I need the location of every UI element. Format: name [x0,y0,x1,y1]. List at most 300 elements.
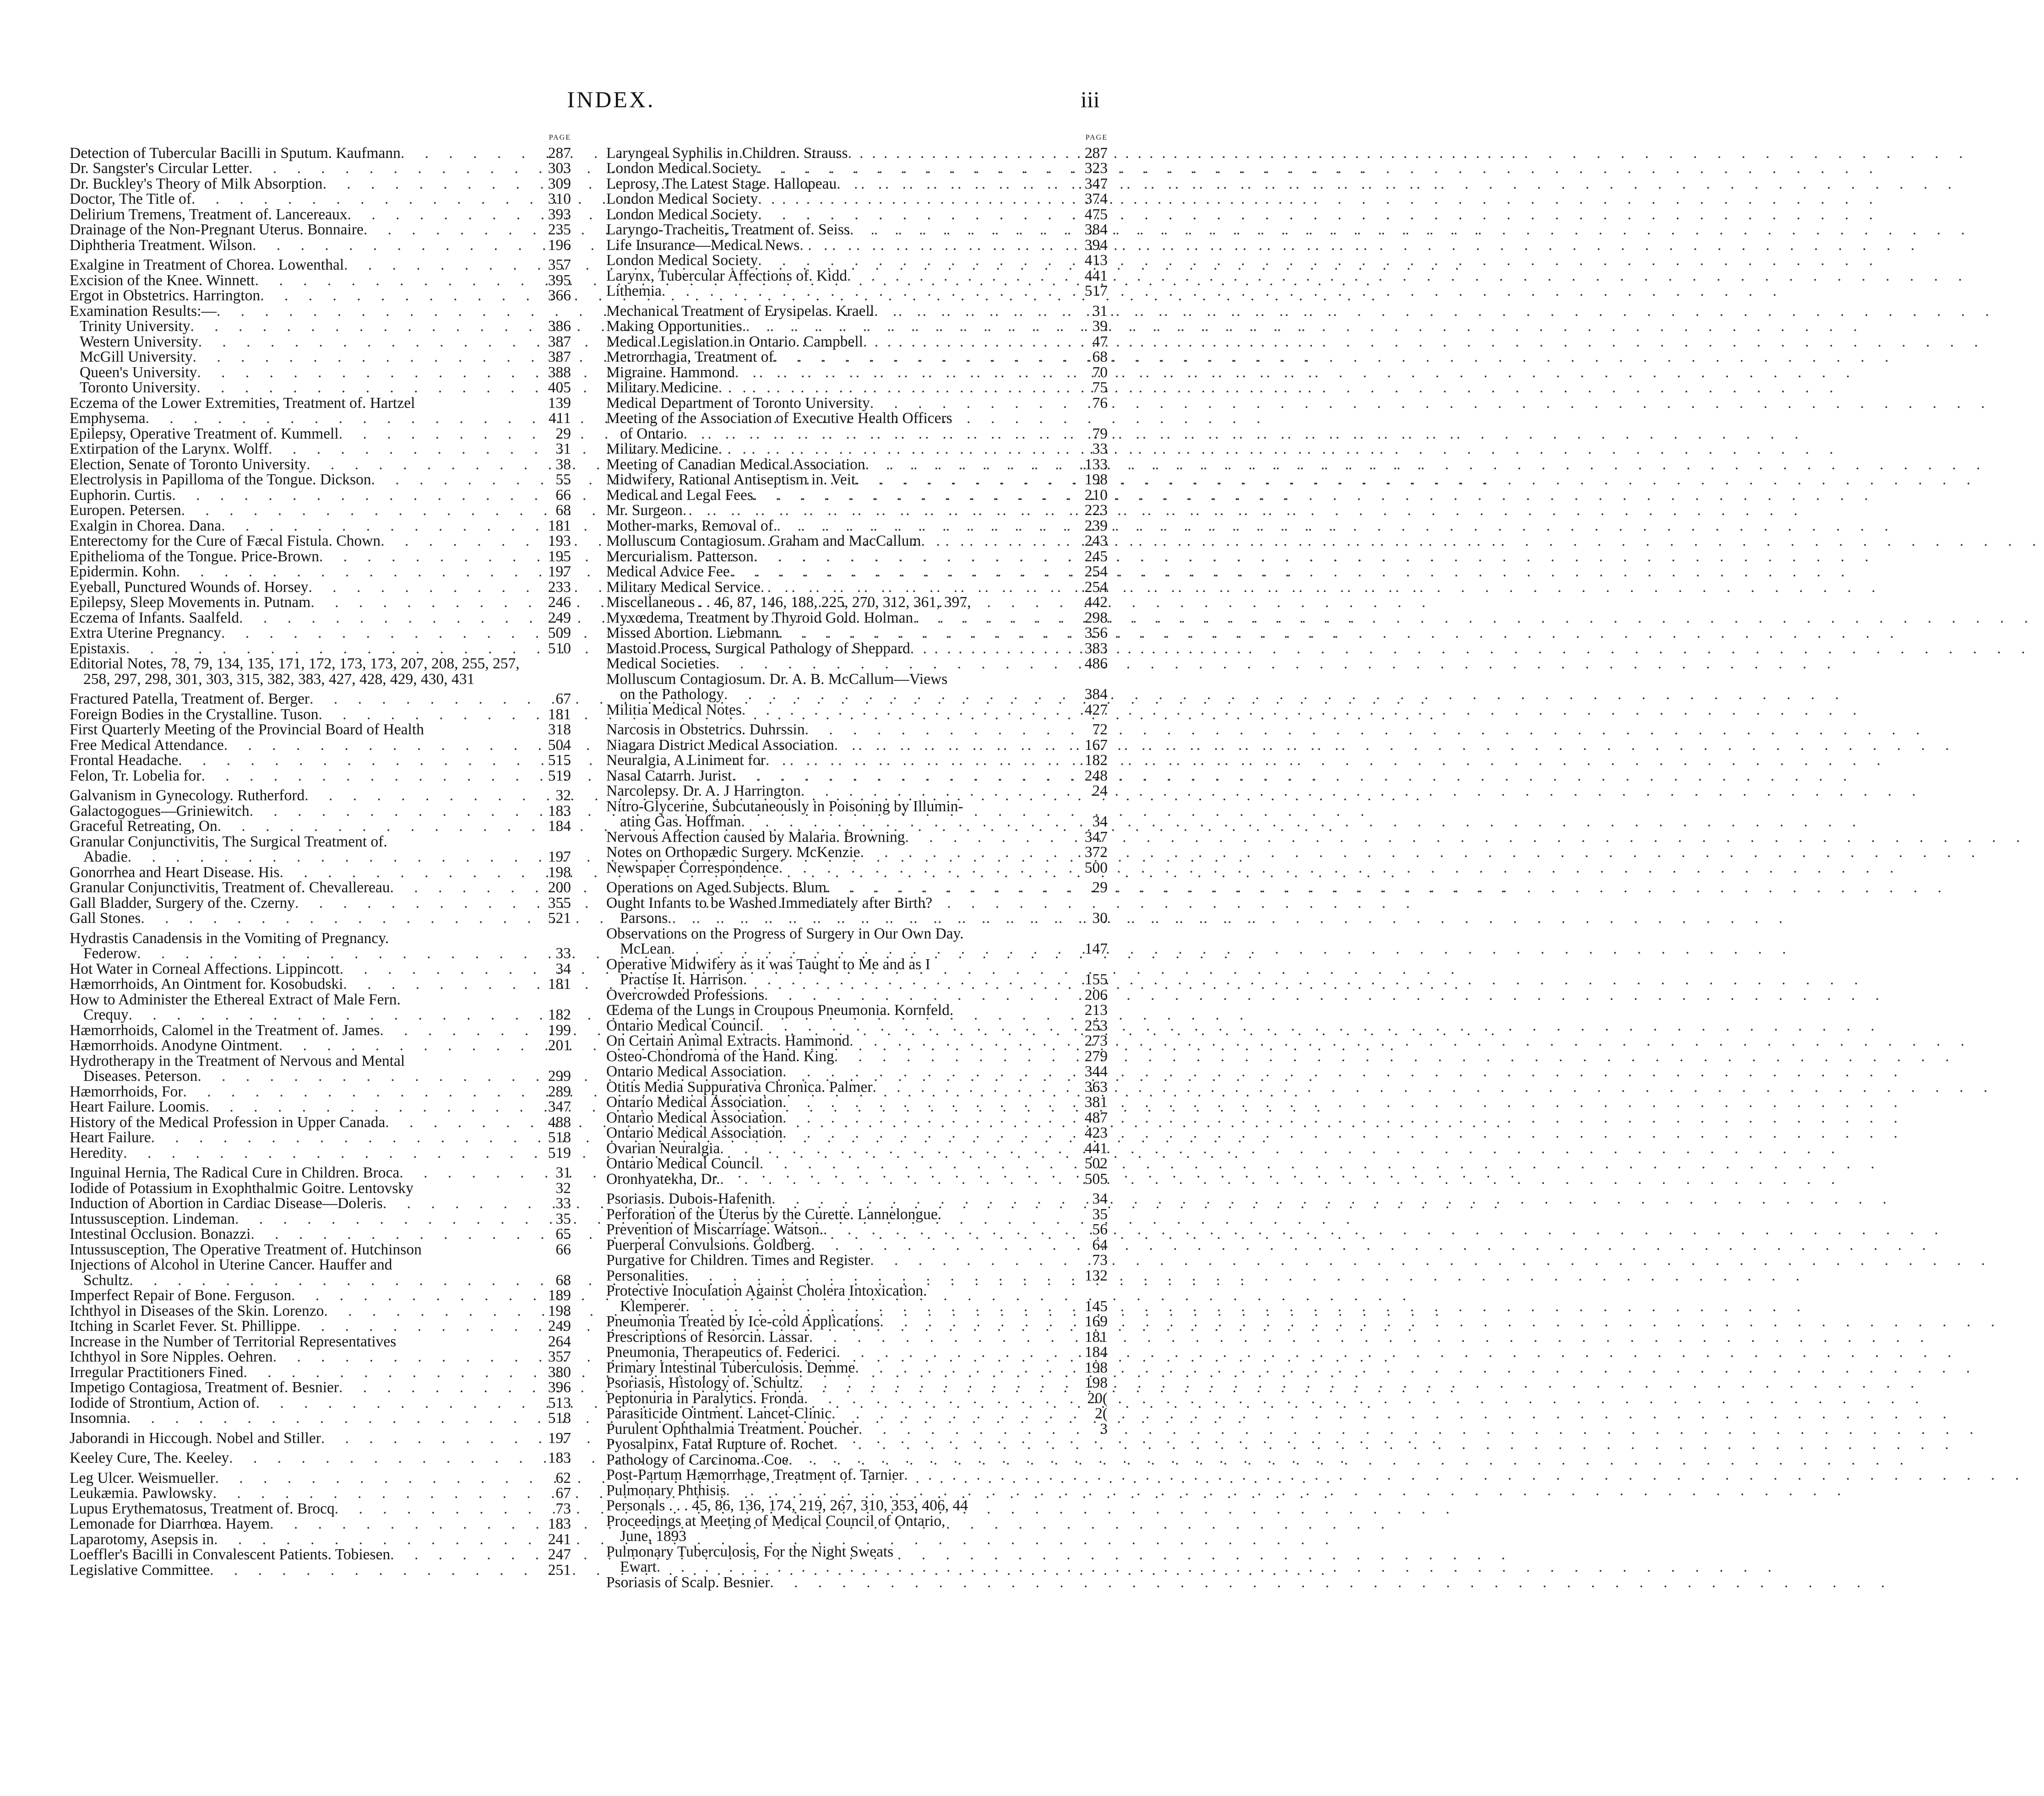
entry-page-number: 388 [548,364,571,381]
entry-title: Insomnia [70,1410,127,1427]
entry-page-number: 184 [1084,1344,1108,1361]
dot-leader [859,1422,1098,1437]
dot-leader [146,411,547,426]
index-entry [70,1431,571,1446]
entry-title: Felon, Tr. Lobelia for [70,767,201,784]
dot-leader [726,1483,1106,1498]
index-entry [606,988,1108,1003]
entry-title: McLean [620,940,671,957]
index-entry-continuation [606,1529,1108,1544]
entry-title: Neuralgia, A Liniment for [606,752,766,769]
dot-leader [860,845,1083,860]
page-header [0,86,1222,123]
entry-page-number: 193 [548,532,571,549]
index-entry [606,319,1108,334]
entry-page-number: 198 [1084,1374,1108,1391]
entry-page-number: 33 [555,945,571,962]
index-entry [70,288,571,304]
dot-leader [295,895,546,911]
dot-leader [214,1532,546,1547]
dot-leader [874,304,1090,319]
entry-page-number: 505 [1084,1170,1108,1188]
entry-title: Galvanism in Gynecology. Rutherford [70,787,305,804]
entry-title: Making Opportunities [606,318,742,335]
entry-title: Intestinal Occlusion. Bonazzi [70,1226,251,1243]
entry-page-number: 73 [1092,1252,1108,1269]
entry-page-number: 518 [548,1129,571,1146]
entry-title: Molluscum Contagiosum. Dr. A. B. McCallum—Views [606,670,948,688]
dot-leader [823,1222,1091,1237]
dot-leader [685,1299,1083,1314]
index-entry [606,1064,1108,1080]
index-entry [70,549,571,564]
entry-title: Emphysema [70,410,146,427]
entry-title: Myxœdema, Treatment by Thyroid Gold. Holman [606,609,913,626]
entry-title: Prescriptions of Resorcin. Lassar [606,1328,809,1346]
entry-title: Oronhyatekha, Dr. [606,1170,720,1188]
dot-leader [758,191,1083,207]
index-entry [606,672,1108,687]
index-entry [70,580,571,595]
dot-leader [801,783,1091,799]
entry-title: Frontal Headache [70,752,179,769]
index-entry [70,1181,571,1196]
index-entry [606,1360,1108,1376]
entry-page-number: 32 [555,787,571,804]
index-entry [606,1498,1108,1514]
entry-title: Epithelioma of the Tongue. Price-Brown [70,548,320,565]
dot-leader [671,941,1083,957]
index-entry [606,1003,1108,1018]
entry-page-number: 309 [548,175,571,192]
dot-leader [270,1516,546,1532]
entry-title: Delirium Tremens, Treatment of. Lancereaux [70,206,348,223]
index-entry [606,488,1108,503]
entry-title: Meeting of the Association of Executive Health Officers [606,410,952,427]
index-entry [606,411,1108,426]
dot-leader [662,283,1083,299]
dot-leader [657,1559,1106,1575]
entry-page-number: 395 [548,271,571,289]
entry-title: Narcolepsy. Dr. A. J Harrington [606,782,801,799]
entry-page-number: 405 [548,379,571,396]
dot-leader [250,1226,554,1242]
entry-title: Extra Uterine Pregnancy [70,624,222,641]
entry-title: Larynx, Tubercular Affections of. Kidd [606,267,847,284]
dot-leader [206,1099,546,1115]
entry-page-number: 24 [1092,782,1108,799]
index-entry [70,319,571,334]
entry-title: Parsons [620,910,668,927]
index-entry [70,1023,571,1038]
entry-title: Epilepsy, Operative Treatment of. Kummell [70,425,339,442]
entry-title: Klemperer [620,1297,686,1315]
entry-title: Granular Conjunctivitis, The Surgical Treatment of. [70,833,387,850]
entry-title: Impetigo Contagiosa, Treatment of. Besnier [70,1379,339,1396]
entry-title: Newspaper Correspondence [606,859,779,876]
entry-page-number: 279 [1084,1047,1108,1065]
entry-page-number: 181 [548,705,571,723]
entry-title: Operations on Aged Subjects. Blum [606,879,827,896]
entry-title: Parasiticide Ointment. Lancet-Clinic [606,1405,832,1422]
index-entry [606,222,1108,238]
dot-leader [215,1470,554,1486]
dot-leader [848,146,1083,161]
dot-leader [766,753,1083,768]
dot-leader [217,819,546,834]
entry-title: Gall Bladder, Surgery of the. Czerny [70,894,295,912]
index-entry [606,926,1108,942]
entry-page-number: 247 [548,1546,571,1563]
entry-title: Missed Abortion. Liebmann [606,624,779,641]
entry-page-number: 183 [548,1515,571,1532]
entry-title: Extirpation of the Larynx. Wolff [70,440,269,457]
index-entry-continuation [606,1299,1108,1314]
index-entry [70,304,571,319]
entry-title: Trinity University [80,318,190,335]
entry-page-number: 249 [548,609,571,626]
entry-page-number: 38 [555,456,571,473]
entry-title: Western University [80,333,198,350]
index-entry [606,625,1108,641]
entry-page-number: 199 [548,1021,571,1039]
entry-page-number: 70 [1092,364,1108,381]
index-entry [70,1288,571,1303]
entry-page-number: 347 [1084,175,1108,192]
entry-page-number: 34 [1092,813,1108,830]
entry-page-number: 55 [555,471,571,488]
entry-page-number: 287 [1084,144,1108,162]
entry-title: Ichthyol in Sore Nipples. Oehren [70,1348,273,1365]
dot-leader [385,1115,546,1130]
entry-page-number: 504 [548,736,571,754]
dot-leader [381,533,546,549]
dot-leader [753,488,1083,503]
dot-leader [127,1411,546,1426]
index-entry [70,1084,571,1100]
entry-page-number: 510 [548,640,571,657]
entry-page-number: 68 [1092,348,1108,365]
dot-leader [221,625,546,641]
dot-leader [834,1049,1083,1064]
entry-title: Pathology of Carcinoma. Coe [606,1451,789,1468]
entry-page-number: 72 [1092,721,1108,738]
dot-leader [291,1288,546,1303]
entry-page-number: 248 [1084,767,1108,784]
dot-leader [826,880,1090,895]
index-entry [606,1345,1108,1360]
index-entry [606,1033,1108,1049]
entry-title: Lupus Erythematosus, Treatment of. Brocq [70,1500,335,1517]
index-entry [70,1486,571,1501]
index-entry [606,1110,1108,1126]
entry-page-number: 441 [1084,267,1108,284]
entry-page-number: 181 [548,517,571,534]
dot-leader [340,961,554,977]
entry-page-number: 34 [555,960,571,977]
dot-leader [811,1237,1091,1253]
index-entry [70,176,571,192]
entry-page-number: 515 [548,752,571,769]
dot-leader [129,1007,546,1023]
entry-page-number: 189 [548,1287,571,1304]
entry-title: Election, Senate of Toronto University [70,456,307,473]
index-entry-continuation [606,687,1108,702]
dot-leader [718,441,1091,457]
dot-leader [720,1141,1082,1156]
entry-title: Hæmorrhoids, For [70,1083,183,1100]
entry-title: Personalities [606,1267,685,1284]
entry-page-number: 197 [548,563,571,580]
entry-title: Life Insurance—Medical News [606,236,800,254]
dot-leader [310,595,546,610]
entry-title: History of the Medical Profession in Upper Canada [70,1113,386,1131]
index-entry [70,426,571,442]
index-entry [606,334,1108,350]
entry-title: Hæmorrhoids, Calomel in the Treatment of. James [70,1021,380,1039]
index-entry [606,564,1108,580]
index-entry [606,580,1108,595]
index-entry [70,257,571,273]
entry-title: Gall Stones [70,910,141,927]
entry-title: Nitro-Glycerine, Subcutaneously in Poisoning by Illumin- [606,798,963,815]
index-entry [606,860,1108,876]
entry-title: Primary Intestinal Tuberculosis. Demme [606,1359,855,1376]
dot-leader [743,972,1083,988]
index-entry [70,533,571,549]
entry-title: Federow [83,945,137,962]
dot-leader [921,533,1083,549]
entry-page-number: 384 [1084,686,1108,703]
entry-page-number: 303 [548,160,571,177]
entry-page-number: 20( [1087,1389,1108,1407]
entry-page-number: 197 [548,1429,571,1447]
page-number: iii [1081,87,1100,112]
entry-title: on the Pathology [620,686,724,703]
index-entry [70,380,571,396]
entry-page-number: 318 [548,721,571,738]
index-entry [606,1483,1108,1498]
entry-title: Abadie [83,848,128,865]
entry-page-number: 182 [1084,752,1108,769]
dot-leader [685,1268,1083,1284]
dot-leader [668,911,1090,926]
dot-leader [217,304,569,319]
index-entry [70,1532,571,1547]
index-entry [70,1450,571,1466]
dot-leader [783,1110,1083,1126]
entry-title: Œdema of the Lungs in Croupous Pneumonia. Kornfeld. [606,1002,954,1019]
entry-page-number: 246 [548,594,571,611]
entry-page-number: 413 [1084,252,1108,269]
entry-title: Militia Medical Notes [606,701,742,718]
dot-leader [235,1211,554,1227]
index-entry-continuation [606,1559,1108,1575]
entry-title: How to Administer the Ethereal Extract of Male Fern. [70,991,401,1008]
entry-page-number: 519 [548,1144,571,1161]
entry-title: Ovarian Neuralgia [606,1139,720,1157]
dot-leader [128,849,546,865]
entry-page-number: 387 [548,333,571,350]
index-entry [70,1349,571,1365]
index-entry [70,1380,571,1395]
entry-title: Ontario Medical Council [606,1017,760,1034]
entry-page-number: 355 [548,894,571,912]
dot-leader [783,1095,1083,1110]
entry-page-number: 64 [1092,1236,1108,1253]
index-entry [70,753,571,768]
entry-title: Perforation of the Uterus by the Curette. Lannelongue. [606,1205,942,1223]
dot-leader [126,641,546,657]
dot-leader [741,814,1091,830]
dot-leader [799,238,1082,253]
dot-leader [197,365,546,380]
dot-leader [383,1196,554,1211]
entry-title: Pneumonia, Therapeutics of. Federici [606,1344,837,1361]
dot-leader [850,222,1083,238]
dot-leader [758,207,1083,222]
entry-page-number: 521 [548,910,571,927]
entry-title: Epilepsy, Sleep Movements in. Putnam [70,594,311,611]
entry-title: Euphorin. Curtis [70,486,172,504]
entry-page-number: 181 [548,976,571,993]
entry-page-number: 411 [548,410,571,427]
dot-leader [260,288,546,304]
entry-page-number: 79 [1092,425,1108,442]
entry-title: Puerperal Convulsions. Goldberg [606,1236,811,1253]
entry-page-number: 213 [1084,1002,1108,1019]
index-entry [70,1211,571,1227]
entry-title: Medical Department of Toronto University [606,394,870,412]
entry-page-number: 195 [548,548,571,565]
entry-title: Miscellaneous . . 46, 87, 146, 188, 225, 270, 312, 361, 397, [606,594,971,611]
entry-page-number: 35 [555,1210,571,1227]
entry-title: Hæmorrhoids, An Ointment for. Kosobudski [70,976,343,993]
entry-title: Pneumonia Treated by Ice-cold Applications [606,1313,880,1330]
dot-leader [913,610,1082,626]
index-entry [70,1053,571,1069]
index-entry [606,1452,1108,1468]
entry-title: Ontario Medical Association [606,1063,783,1080]
dot-leader [380,1023,546,1038]
dot-leader [905,830,1082,845]
index-entry [606,253,1108,268]
index-entry [606,880,1108,895]
index-entry [606,722,1108,738]
dot-leader [324,1303,546,1319]
entry-page-number: 47 [1092,333,1108,350]
index-entry [70,895,571,911]
dot-leader [280,865,546,880]
entry-page-number: 249 [548,1318,571,1335]
index-entry [606,1329,1108,1345]
entry-title: Purulent Ophthalmia Treatment. Poucher [606,1420,859,1438]
index-entry [606,380,1108,396]
index-entry [70,1257,571,1273]
entry-title: Increase in the Number of Territorial Representatives [70,1333,397,1350]
dot-leader [910,641,1083,657]
index-entry [70,191,571,207]
dot-leader [151,1130,546,1145]
entry-page-number: 201 [548,1037,571,1054]
entry-page-number: 29 [1092,879,1108,896]
dot-leader [297,1319,546,1334]
index-entry-continuation [70,1007,571,1023]
entry-page-number: 502 [1084,1155,1108,1172]
entry-title: 258, 297, 298, 301, 303, 315, 382, 383, 427, 428, 429, 430, 431 [83,670,475,688]
index-entry [606,1172,1108,1187]
entry-page-number: 200 [548,879,571,896]
entry-page-number: 139 [548,394,571,412]
entry-page-number: 56 [1092,1221,1108,1238]
entry-title: Overcrowded Professions [606,986,765,1004]
entry-page-number: 33 [555,1195,571,1212]
dot-leader [773,518,1083,534]
entry-title: Ought Infants to be Washed Immediately after Birth? [606,894,933,912]
entry-page-number: 31 [1092,302,1108,320]
index-entry [606,396,1108,411]
index-entry [70,1099,571,1115]
dot-leader [855,1360,1082,1376]
entry-page-number: 357 [548,1348,571,1365]
dot-leader [832,1406,1093,1422]
entry-title: Exalgine in Treatment of Chorea. Lowenthal [70,256,344,273]
entry-title: Loeffler's Bacilli in Convalescent Patients. Tobiesen [70,1546,391,1563]
entry-page-number: 31 [555,440,571,457]
entry-page-number: 287 [548,144,571,162]
index-entry [70,961,571,977]
entry-page-number: 384 [1084,221,1108,238]
entry-page-number: 2( [1095,1405,1108,1422]
dot-leader [683,503,1083,518]
dot-leader [904,1467,1106,1483]
entry-page-number: 32 [555,1179,571,1197]
entry-title: Ichthyol in Diseases of the Skin. Lorenzo [70,1302,324,1319]
index-entry [70,222,571,238]
index-entry [70,146,571,161]
entry-title: Hot Water in Corneal Affections. Lippincott [70,960,340,977]
index-entry [606,1514,1108,1529]
entry-title: Military Medicine [606,379,718,396]
index-entry [606,1237,1108,1253]
entry-title: Foreign Bodies in the Crystalline. Tuson [70,705,319,723]
index-entry [70,595,571,610]
entry-page-number: 289 [548,1083,571,1100]
entry-page-number: 184 [548,818,571,835]
entry-page-number: 155 [1084,971,1108,988]
entry-title: Proceedings at Meeting of Medical Council of Ontario, [606,1512,946,1530]
entry-page-number: 39 [1092,318,1108,335]
entry-page-number: 396 [548,1379,571,1396]
dot-leader [732,768,1082,784]
entry-title: Eczema of the Lower Extremities, Treatment of. Hartzel [70,394,415,412]
index-entry-continuation [606,911,1108,926]
index-entry [606,1018,1108,1034]
entry-title: Diphtheria Treatment. Wilson [70,236,253,254]
entry-title: Post-Partum Hæmorrhage, Treatment of. Tarnier [606,1466,904,1483]
index-entry [70,1319,571,1334]
index-entry [70,1501,571,1517]
dot-leader [760,1156,1083,1172]
dot-leader [758,161,1083,176]
dot-leader [256,1395,546,1411]
entry-page-number: 133 [1084,456,1108,473]
index-entry [606,549,1108,564]
index-entry [70,1334,571,1350]
entry-title: Leg Ulcer. Weismueller [70,1469,215,1487]
entry-title: Peptonuria in Paralytics. Fronda [606,1389,804,1407]
index-entry [606,641,1108,657]
